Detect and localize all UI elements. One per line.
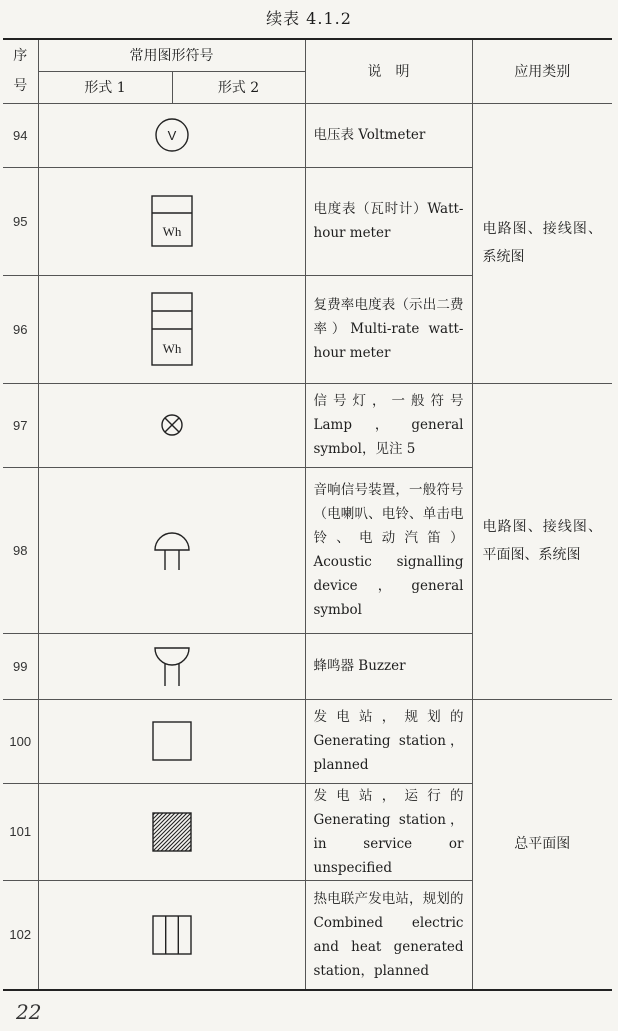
- row-number: 97: [3, 383, 38, 467]
- row-description: 蜂鸣器 Buzzer: [305, 633, 472, 699]
- row-number: 96: [3, 275, 38, 383]
- row-description: 电度表（瓦时计）Watt-hour meter: [305, 167, 472, 275]
- header-form2: 形式 2: [172, 71, 305, 103]
- row-category: 总平面图: [472, 699, 612, 990]
- row-number: 95: [3, 167, 38, 275]
- row-category: 电路图、接线图、系统图: [472, 103, 612, 383]
- generating-station-in-service-icon: [151, 811, 193, 853]
- symbol-table: [3, 38, 612, 991]
- table-row: [3, 103, 612, 167]
- row-description: 发电站，运行的 Generating station，in service or unspecified: [305, 783, 472, 880]
- header-index: 序号: [3, 39, 38, 103]
- watt-hour-meter-icon: [150, 194, 194, 248]
- symbol-label: Wh: [162, 341, 181, 356]
- row-description: 音响信号装置，一般符号（电喇叭、电铃、单击电铃、电动汽笛）Acoustic signalling device，general symbol: [305, 467, 472, 633]
- table-row: [3, 699, 612, 783]
- symbol-label: V: [167, 128, 176, 143]
- row-number: 100: [3, 699, 38, 783]
- row-number: 98: [3, 467, 38, 633]
- generating-station-planned-icon: [151, 720, 193, 762]
- header-form1: 形式 1: [38, 71, 172, 103]
- row-description: 电压表 Voltmeter: [305, 103, 472, 167]
- row-description: 发电站，规划的 Generating station，planned: [305, 699, 472, 783]
- row-number: 102: [3, 880, 38, 990]
- voltmeter-icon: [152, 115, 192, 155]
- acoustic-signalling-device-icon: [152, 528, 192, 572]
- header-category: 应用类别: [472, 39, 612, 103]
- row-number: 101: [3, 783, 38, 880]
- signal-lamp-icon: [160, 413, 184, 437]
- row-number: 99: [3, 633, 38, 699]
- multi-rate-watt-hour-meter-icon: [150, 291, 194, 367]
- chp-station-planned-icon: [151, 914, 193, 956]
- row-description: 复费率电度表（示出二费率）Multi-rate watt-hour meter: [305, 275, 472, 383]
- table-row: [3, 383, 612, 467]
- row-category: 电路图、接线图、平面图、系统图: [472, 383, 612, 699]
- row-description: 热电联产发电站，规划的 Combined electric and heat generated station，planned: [305, 880, 472, 990]
- page-number: 22: [16, 1000, 42, 1024]
- header-description: 说 明: [305, 39, 472, 103]
- buzzer-icon: [152, 644, 192, 688]
- row-number: 94: [3, 103, 38, 167]
- page-title: 续表 4.1.2: [266, 9, 352, 28]
- row-description: 信号灯，一般符号 Lamp，general symbol，见注 5: [305, 383, 472, 467]
- header-symbol-group: 常用图形符号: [38, 39, 305, 71]
- symbol-label: Wh: [162, 224, 181, 239]
